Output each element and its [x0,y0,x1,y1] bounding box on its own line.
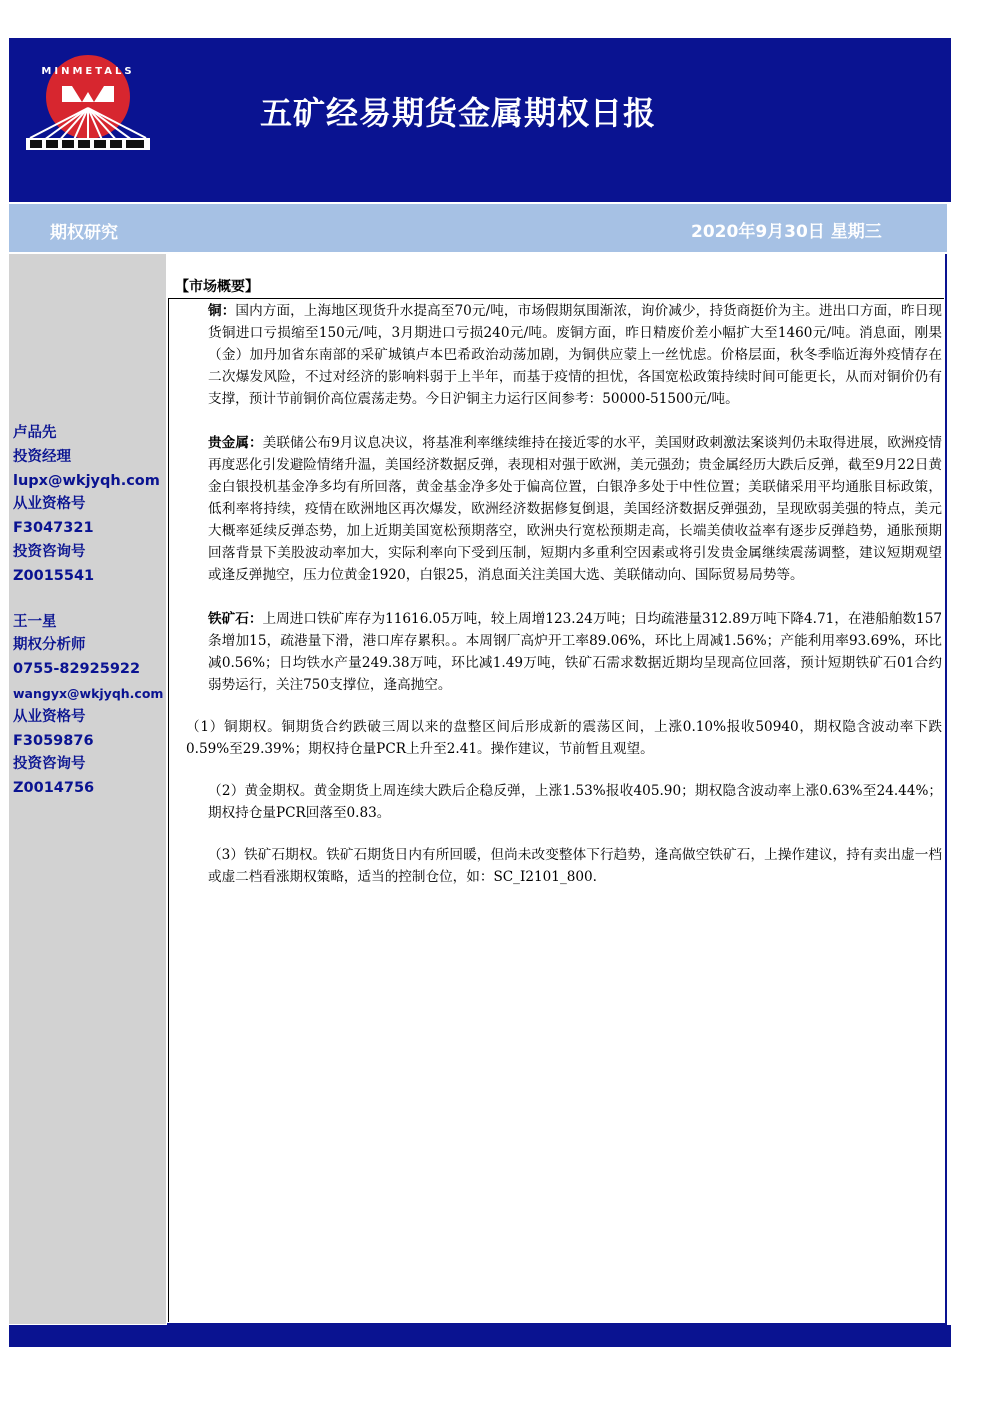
minmetals-logo [22,52,154,152]
contact-name: 卢品先 [13,425,57,441]
cert-number: F3059876 [13,732,94,749]
report-category: 期权研究 [50,223,118,243]
cert-label: 从业资格号 [13,496,86,513]
iron-label: 铁矿石： [208,611,263,627]
paragraph-gap [172,696,942,716]
gold-option-paragraph: （2）黄金期权。黄金期货上周连续大跌后企稳反弹，上涨1.53%报收405.90；期权隐含波动率上涨0.63%至24.44%；期权持仓量PCR回落至0.83。 [208,783,942,821]
paragraph-gap [172,586,942,608]
iron-paragraph [172,608,942,696]
copper-paragraph [172,300,942,410]
consult-label: 投资咨询号 [13,756,86,773]
report-title: 五矿经易期货金属期权日报 [260,94,657,132]
section-title: 【市场概要】 [175,279,259,295]
paragraph-gap [172,760,942,780]
cert-label: 从业资格号 [13,708,86,725]
copper-text: 国内方面，上海地区现货升水提高至70元/吨，市场假期氛围渐浓，询价减少，持货商挺价为主。进出口方面，昨日现货铜进口亏损缩至150元/吨，3月期进口亏损240元/吨。废铜方面，昨日精废价差小幅扩大至1460元/吨。消息面，刚果（金）加丹加省东南部的采矿城镇卢本巴希政治动荡加剧，为铜供应蒙上一丝忧虑。价格层面，秋冬季临近海外疫情存在二次爆发风险，不过对经济的影响料弱于上半年，而基于疫情的担忧，各国宽松政策持续时间可能更长，从而对铜价仍有支撑，预计节前铜价高位震荡走势。今日沪铜主力运行区间参考：50000-51500元/吨。 [208,303,943,407]
contact-email[interactable]: lupx@wkjyqh.com [13,472,160,489]
copper-label: 铜： [208,303,236,319]
paragraph-gap [172,410,942,432]
iron-option-paragraph: （3）铁矿石期权。铁矿石期货日内有所回暖，但尚未改变整体下行趋势，逢高做空铁矿石，上操作建议，持有卖出虚一档或虚二档看涨期权策略，适当的控制仓位，如：SC_I2101_800. [208,847,942,885]
svg-text:MINMETALS: MINMETALS [41,66,135,77]
iron-text: 上周进口铁矿库存为11616.05万吨，较上周增123.24万吨；日均疏港量312.89万吨下降4.71，在港船舶数157条增加15，疏港量下滑，港口库存累积。。本周钢厂高炉开工率89.06%，环比上周减1.56%；产能利用率93.69%，环比减0.56%；日均铁水产量249.38万吨，环比减1.49万吨，铁矿石需求数据近期均呈现高位回落，预计短期铁矿石01合约弱势运行，关注750支撑位，逢高抛空。 [208,611,943,693]
copper-option-paragraph: （1）铜期权。铜期货合约跌破三周以来的盘整区间后形成新的震荡区间，上涨0.10%报收50940，期权隐含波动率下跌0.59%至29.39%；期权持仓量PCR上升至2.41。操作建议，节前暂且观望。 [186,719,942,757]
report-date: 2020年9月30日 星期三 [691,222,882,242]
consult-number: Z0014756 [13,780,95,797]
precious-text: 美联储公布9月议息决议，将基准利率继续维持在接近零的水平，美国财政刺激法案谈判仍未取得进展，欧洲疫情再度恶化引发避险情绪升温，美国经济数据反弹，表现相对强于欧洲，美元强劲；贵金属经历大跌后反弹，截至9月22日黄金白银投机基金净多均有所回落，黄金基金净多处于偏高位置，白银净多处于中性位置；美联储采用平均通胀目标政策，低利率将持续，疫情在欧洲地区再次爆发，欧洲经济数据修复倒退，美国经济数据反弹强劲，呈现欧弱美强的特点，美元大概率延续反弹态势，加上近期美国宽松预期落空，欧洲央行宽松预期走高，长端美债收益率有逐步反弹趋势，通胀预期回落背景下美股波动率加大，实际利率向下受到压制，短期内多重利空因素或将引发贵金属继续震荡调整，建议短期观望或逢反弹抛空，压力位黄金1920，白银25，消息面关注美国大选、美联储动向、国际贸易局势等。 [208,435,942,583]
contact-phone: 0755-82925922 [13,661,141,678]
cert-number: F3047321 [13,520,94,537]
consult-label: 投资咨询号 [13,543,86,560]
consult-number: Z0015541 [13,567,95,584]
contact-role: 投资经理 [13,448,71,465]
precious-paragraph [172,432,942,586]
contact-role: 期权分析师 [13,637,86,654]
paragraph-gap [172,824,942,844]
contact-name: 王一星 [13,613,57,630]
report-footer [9,1325,951,1347]
contact-email[interactable]: wangyx@wkjyqh.com [13,685,164,701]
contact-list [13,422,169,801]
market-summary [172,300,942,888]
contact-gap [13,589,169,611]
precious-label: 贵金属： [208,435,263,451]
